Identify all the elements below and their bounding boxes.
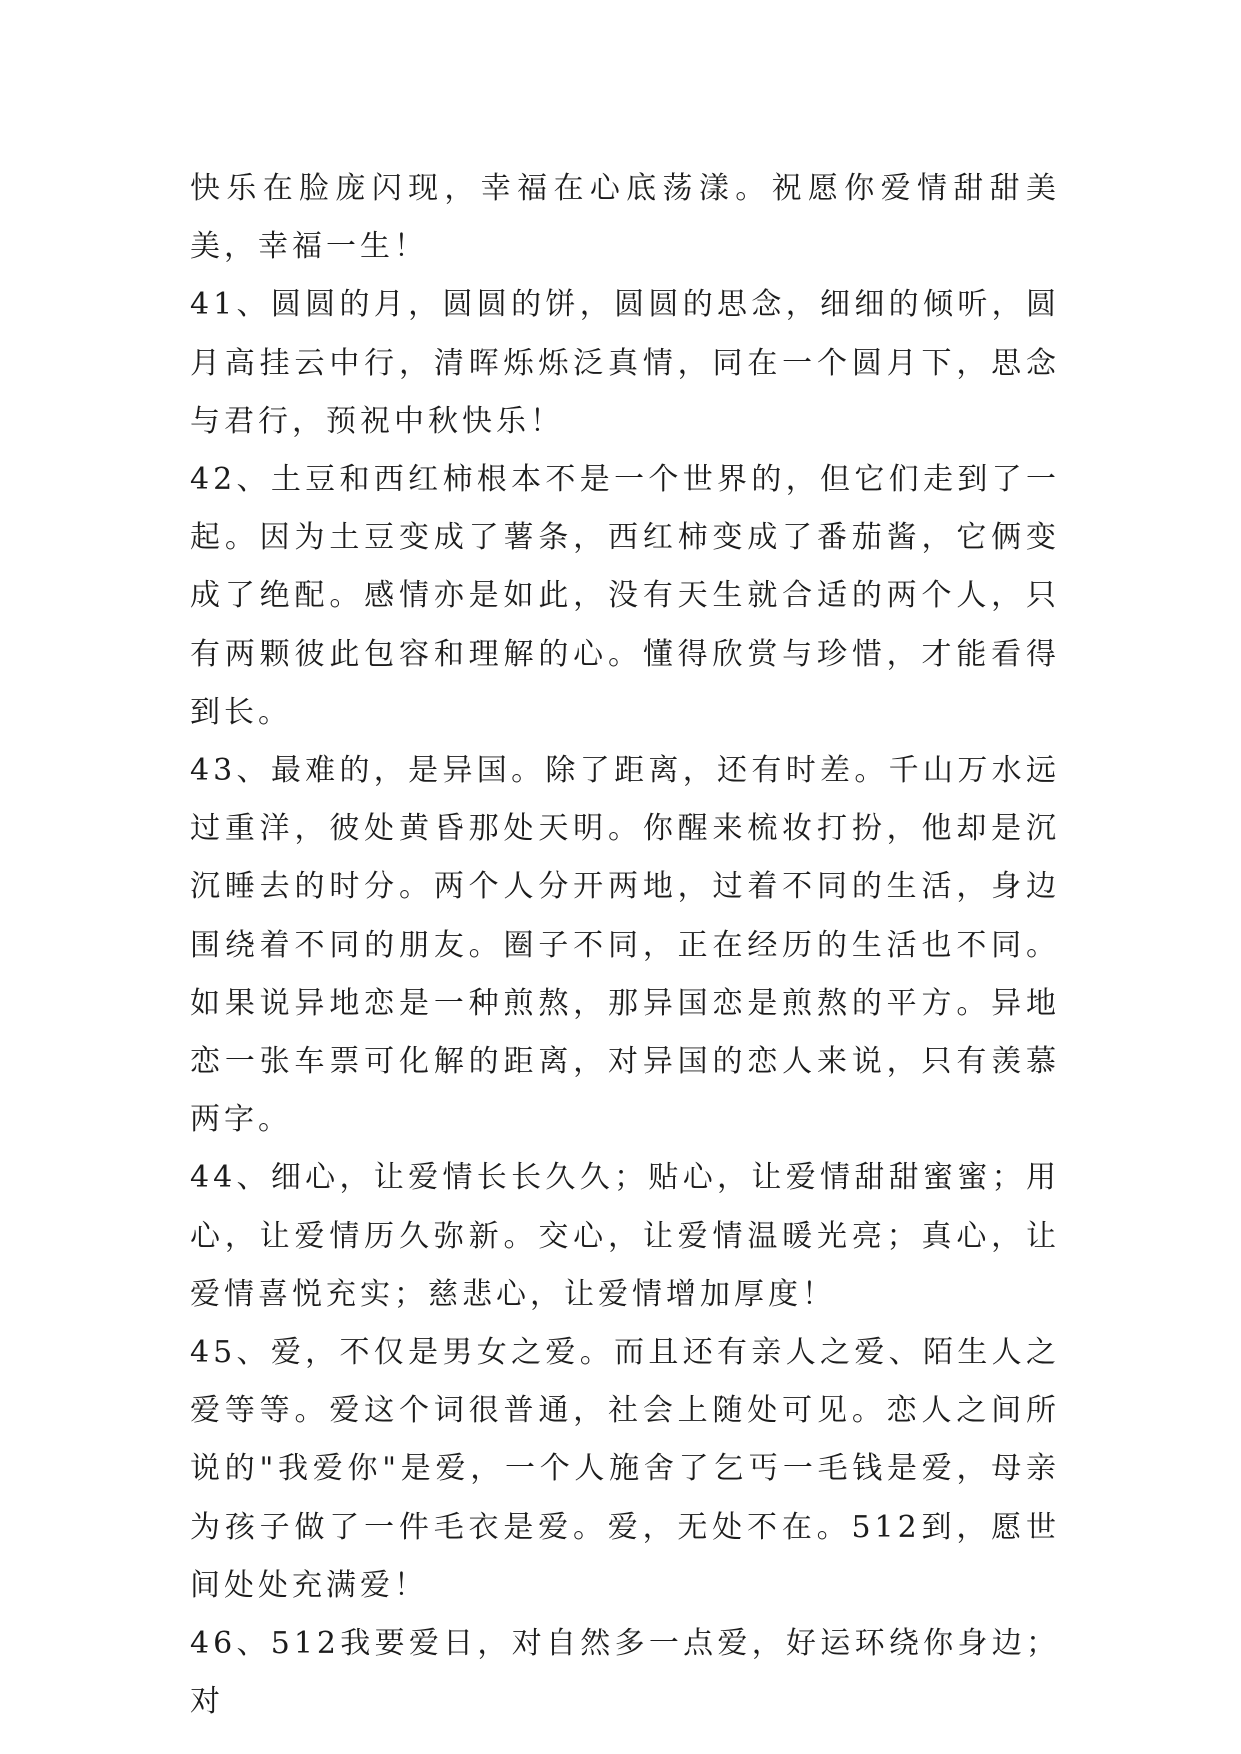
paragraph-45: 45、爱，不仅是男女之爱。而且还有亲人之爱、陌生人之爱等等。爱这个词很普通，社会上随处可见。恋人之间所说的"我爱你"是爱，一个人施舍了乞丐一毛钱是爱，母亲为孩子做了一件毛衣是爱。爱，无处不在。512到，愿世间处处充满爱！ bbox=[190, 1335, 1060, 1603]
paragraph-44: 44、细心，让爱情长长久久；贴心，让爱情甜甜蜜蜜；用心，让爱情历久弥新。交心，让爱情温暖光亮；真心，让爱情喜悦充实；慈悲心，让爱情增加厚度！ bbox=[190, 1160, 1060, 1312]
paragraph-46: 46、512我要爱日，对自然多一点爱，好运环绕你身边；对 bbox=[190, 1626, 1060, 1720]
paragraph-42: 42、土豆和西红柿根本不是一个世界的，但它们走到了一起。因为土豆变成了薯条，西红柿变成了番茄酱，它俩变成了绝配。感情亦是如此，没有天生就合适的两个人，只有两颗彼此包容和理解的心。懂得欣赏与珍惜，才能看得到长。 bbox=[190, 462, 1060, 730]
document-body bbox=[190, 160, 1060, 1731]
paragraph-43: 43、最难的，是异国。除了距离，还有时差。千山万水远过重洋，彼处黄昏那处天明。你醒来梳妆打扮，他却是沉沉睡去的时分。两个人分开两地，过着不同的生活，身边围绕着不同的朋友。圈子不同，正在经历的生活也不同。如果说异地恋是一种煎熬，那异国恋是煎熬的平方。异地恋一张车票可化解的距离，对异国的恋人来说，只有羡慕两字。 bbox=[190, 753, 1060, 1138]
paragraph-continuation: 快乐在脸庞闪现，幸福在心底荡漾。祝愿你爱情甜甜美美，幸福一生！ bbox=[190, 171, 1060, 265]
paragraph-41: 41、圆圆的月，圆圆的饼，圆圆的思念，细细的倾听，圆月高挂云中行，清晖烁烁泛真情，同在一个圆月下，思念与君行，预祝中秋快乐！ bbox=[190, 287, 1060, 439]
